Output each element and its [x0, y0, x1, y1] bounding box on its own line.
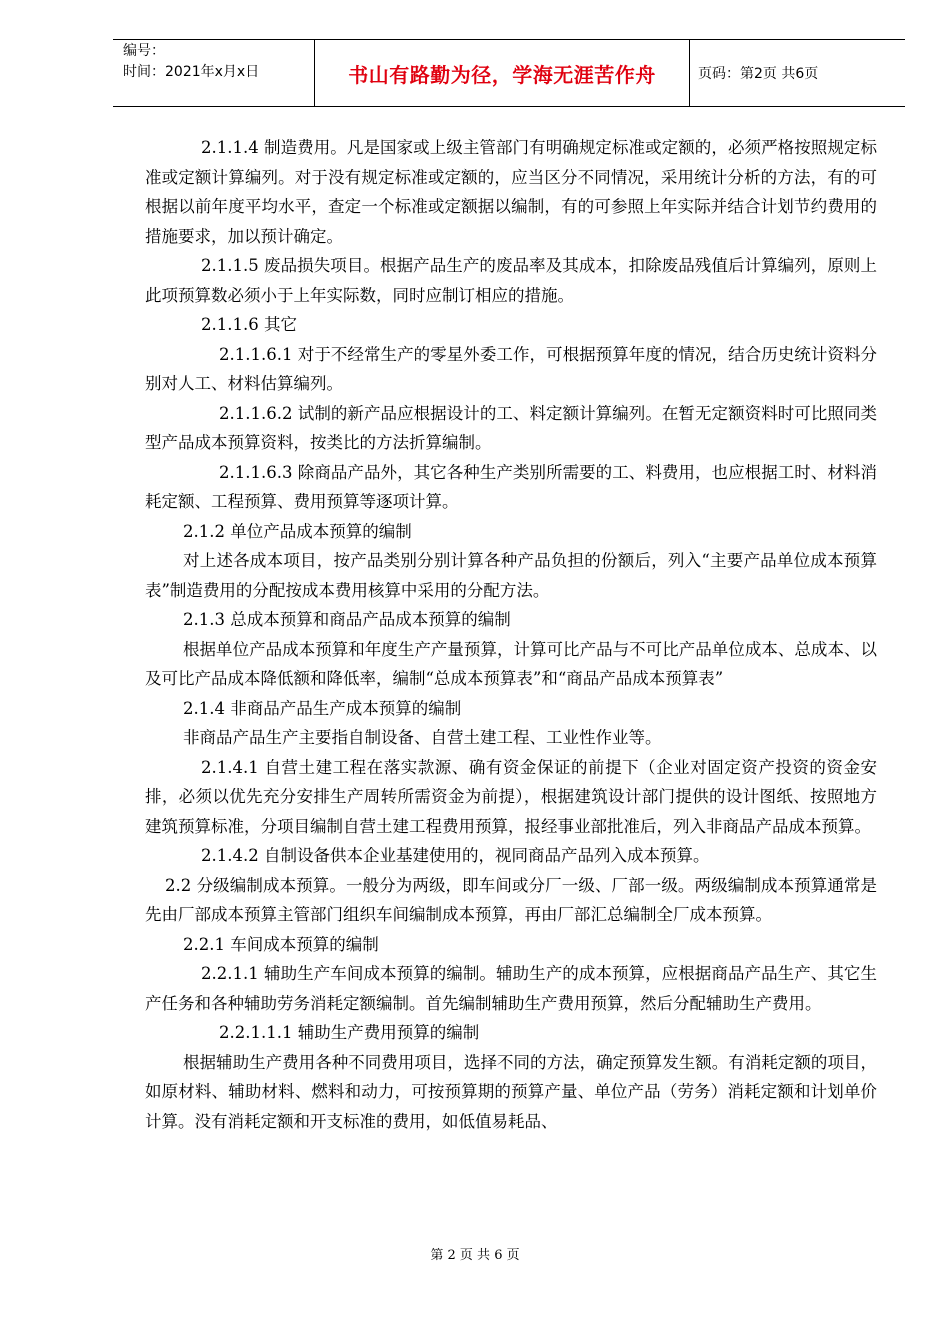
body-paragraph: 2.1.4 非商品产品生产成本预算的编制: [183, 698, 462, 718]
body-paragraph: 非商品产品生产主要指自制设备、自营土建工程、工业性作业等。: [183, 728, 662, 747]
body-paragraph: 2.1.1.4 制造费用。凡是国家或上级主管部门有明确规定标准或定额的，必须严格按照规定标准或定额计算编列。对于没有规定标准或定额的，应当区分不同情况，采用统计分析的方法，有的可根据以前年度平均水平，查定一个标准或定额据以编制，有的可参照上年实际并结合计划节约费用的措施要求，加以预计确定。: [145, 138, 877, 246]
header-page-info: 页码：第2页 共6页: [698, 66, 819, 82]
document-time: 时间：2021年x月x日: [123, 64, 260, 80]
body-paragraph: 2.2 分级编制成本预算。一般分为两级，即车间或分厂一级、厂部一级。两级编制成本预算通常是先由厂部成本预算主管部门组织车间编制成本预算，再由厂部汇总编制全厂成本预算。: [145, 875, 877, 924]
body-paragraph: 2.2.1 车间成本预算的编制: [183, 934, 379, 954]
body-paragraph: 对上述各成本项目，按产品类别分别计算各种产品负担的份额后，列入“主要产品单位成本预算表”制造费用的分配按成本费用核算中采用的分配方法。: [145, 551, 877, 600]
page-footer: 第 2 页 共 6 页: [430, 1248, 520, 1263]
header-motto: 书山有路勤为径，学海无涯苦作舟: [315, 40, 690, 106]
page-header: [113, 39, 905, 107]
body-paragraph: 根据单位产品成本预算和年度生产产量预算，计算可比产品与不可比产品单位成本、总成本、以及可比产品成本降低额和降低率，编制“总成本预算表”和“商品产品成本预算表”: [145, 639, 877, 688]
body-paragraph: 2.2.1.1.1 辅助生产费用预算的编制: [219, 1023, 480, 1042]
body-paragraph: 根据辅助生产费用各种不同费用项目，选择不同的方法，确定预算发生额。有消耗定额的项目，如原材料、辅助材料、燃料和动力，可按预算期的预算产量、单位产品（劳务）消耗定额和计划单价计算。没有消耗定额和开支标准的费用，如低值易耗品、: [145, 1052, 877, 1131]
body-paragraph: 2.1.4.2 自制设备供本企业基建使用的，视同商品产品列入成本预算。: [201, 846, 710, 865]
body-paragraph: 2.1.1.6.1 对于不经常生产的零星外委工作，可根据预算年度的情况，结合历史统计资料分别对人工、材料估算编列。: [145, 344, 877, 393]
body-paragraph: 2.1.3 总成本预算和商品产品成本预算的编制: [183, 610, 511, 629]
body-paragraph: 2.1.2 单位产品成本预算的编制: [183, 521, 412, 541]
header-meta: [113, 40, 315, 106]
body-paragraph: 2.1.4.1 自营土建工程在落实款源、确有资金保证的前提下（企业对固定资产投资的资金安排，必须以优先充分安排生产周转所需资金为前提），根据建筑设计部门提供的设计图纸、按照地方建筑预算标准，分项目编制自营土建工程费用预算，报经事业部批准后，列入非商品产品成本预算。: [145, 757, 877, 836]
body-paragraph: 2.1.1.6.2 试制的新产品应根据设计的工、料定额计算编列。在暂无定额资料时可比照同类型产品成本预算资料，按类比的方法折算编制。: [145, 403, 877, 452]
body-paragraph: 2.1.1.6.3 除商品产品外，其它各种生产类别所需要的工、料费用，也应根据工时、材料消耗定额、工程预算、费用预算等逐项计算。: [145, 462, 877, 511]
body-paragraph: 2.1.1.5 废品损失项目。根据产品生产的废品率及其成本，扣除废品残值后计算编列，原则上此项预算数必须小于上年实际数，同时应制订相应的措施。: [145, 256, 877, 305]
body-paragraph: 2.2.1.1 辅助生产车间成本预算的编制。辅助生产的成本预算，应根据商品产品生产、其它生产任务和各种辅助劳务消耗定额编制。首先编制辅助生产费用预算，然后分配辅助生产费用。: [145, 964, 877, 1013]
document-number-label: 编号：: [123, 43, 165, 59]
body-paragraph: 2.1.1.6 其它: [201, 315, 297, 334]
document-body: [145, 133, 877, 1136]
